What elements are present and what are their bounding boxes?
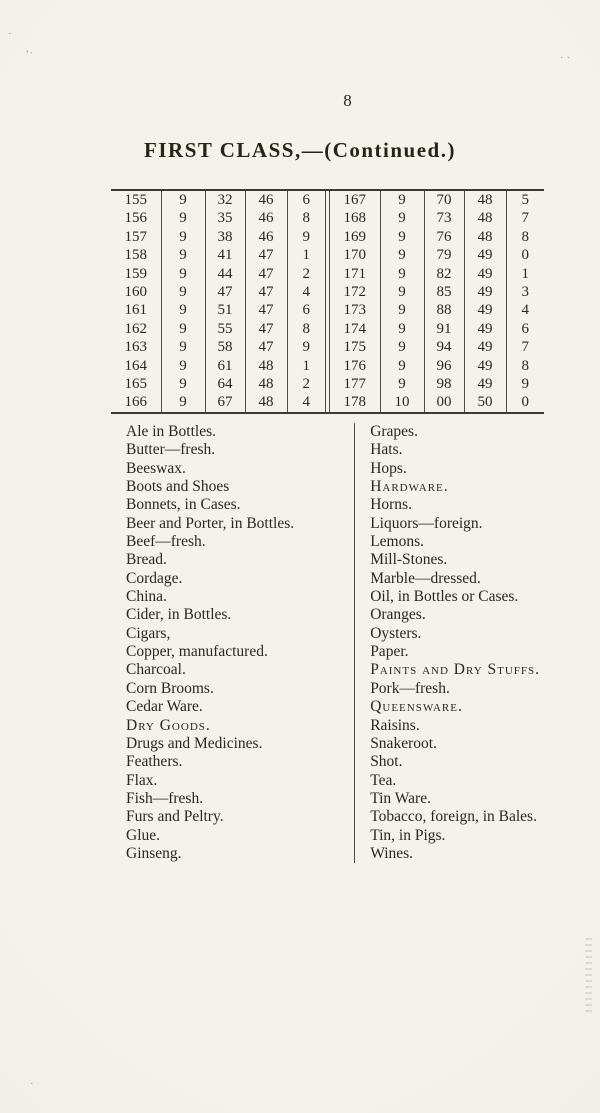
rate-table-cell: 96	[424, 357, 464, 375]
goods-item: Tin Ware.	[370, 789, 431, 807]
goods-item: Paints and Dry Stuffs.	[370, 661, 541, 679]
rate-table-cell: 9	[380, 357, 424, 375]
rate-table-cell: 76	[424, 228, 464, 246]
rate-table-cell: 167	[343, 192, 366, 208]
rate-table-cell: 172	[343, 284, 366, 301]
rate-table-cell: 7	[506, 209, 544, 227]
rate-table-cell: 58	[205, 338, 245, 356]
rate-table-cell: 47	[245, 283, 287, 301]
rate-table-cell: 162	[124, 320, 147, 337]
rate-table-cell: 0	[506, 246, 544, 264]
goods-item: Marble—dressed.	[370, 569, 481, 587]
rate-table-cell: 169	[343, 228, 366, 245]
page-number: 8	[343, 91, 353, 110]
rate-table-cell: 41	[205, 246, 245, 264]
goods-item: Mill-Stones.	[370, 551, 448, 569]
rate-table-cell: 10	[380, 393, 424, 411]
rate-table-row	[111, 393, 325, 411]
rate-table-cell: 163	[124, 339, 147, 356]
rate-table-row	[111, 265, 325, 283]
rate-table-cell: 9	[161, 228, 205, 246]
goods-item: Drugs and Medicines.	[126, 734, 263, 752]
scan-artifact: ·	[8, 28, 12, 40]
rate-table-row	[330, 228, 544, 246]
rate-table-cell: 170	[343, 247, 366, 264]
goods-item: Corn Brooms.	[126, 679, 214, 697]
rate-table-cell: 2	[287, 375, 325, 393]
goods-item: Queensware.	[370, 698, 463, 716]
rate-table-cell: 9	[161, 283, 205, 301]
rate-table-cell: 46	[245, 209, 287, 227]
goods-item: Tea.	[370, 771, 397, 789]
rate-table-cell: 9	[380, 301, 424, 319]
rate-table-cell: 168	[343, 210, 366, 227]
rate-table-row	[111, 191, 325, 209]
goods-item: Oysters.	[370, 624, 422, 642]
rate-table-cell: 9	[380, 283, 424, 301]
rate-table-cell: 1	[287, 357, 325, 375]
rate-table-row	[111, 301, 325, 319]
rate-table-cell: 2	[287, 265, 325, 283]
goods-item: Ale in Bottles.	[126, 423, 216, 440]
rate-table-cell: 176	[343, 357, 366, 374]
rate-table-cell: 9	[287, 338, 325, 356]
rate-table-cell: 46	[245, 191, 287, 209]
rate-table-cell: 4	[287, 393, 325, 411]
goods-item: Snakeroot.	[370, 734, 437, 752]
rate-table-cell: 9	[380, 265, 424, 283]
rate-table-row	[111, 357, 325, 375]
rate-table-cell: 8	[287, 320, 325, 338]
rate-table-cell: 46	[245, 228, 287, 246]
rate-table-cell: 00	[424, 393, 464, 411]
goods-item: Beef—fresh.	[126, 533, 206, 551]
rate-table-cell: 156	[124, 210, 147, 227]
goods-item: Bread.	[126, 551, 167, 569]
rate-table	[111, 189, 544, 414]
rate-table-cell: 6	[506, 320, 544, 338]
rate-table-cell: 9	[380, 375, 424, 393]
rate-table-cell: 9	[161, 265, 205, 283]
goods-item: Cedar Ware.	[126, 698, 203, 716]
rate-table-row	[330, 375, 544, 393]
rate-table-cell: 9	[287, 228, 325, 246]
rate-table-cell: 6	[287, 191, 325, 209]
rate-table-cell: 47	[205, 283, 245, 301]
rate-table-cell: 9	[161, 375, 205, 393]
rate-table-row	[330, 320, 544, 338]
rate-table-row	[330, 191, 544, 209]
rate-table-cell: 32	[205, 191, 245, 209]
rate-table-cell: 38	[205, 228, 245, 246]
rate-table-cell: 4	[506, 301, 544, 319]
rate-table-cell: 9	[380, 191, 424, 209]
goods-item: Furs and Peltry.	[126, 808, 224, 826]
rate-table-row	[111, 228, 325, 246]
rate-table-row	[330, 209, 544, 227]
goods-item: Oranges.	[370, 606, 426, 624]
goods-item: Hardware.	[370, 478, 449, 496]
scan-artifact	[585, 938, 592, 1016]
goods-item: Flax.	[126, 771, 158, 789]
goods-item: Boots and Shoes	[126, 478, 230, 496]
rate-table-cell: 9	[380, 246, 424, 264]
rate-table-cell: 5	[506, 191, 544, 209]
goods-item: Dry Goods.	[126, 716, 211, 734]
rate-table-cell: 55	[205, 320, 245, 338]
rate-table-cell: 7	[506, 338, 544, 356]
rate-table-cell: 8	[506, 228, 544, 246]
goods-item: Beer and Porter, in Bottles.	[126, 514, 295, 532]
rate-table-cell: 49	[464, 357, 506, 375]
goods-item: Horns.	[370, 496, 412, 514]
rate-table-cell: 47	[245, 301, 287, 319]
rate-table-row	[330, 357, 544, 375]
rate-table-cell: 47	[245, 338, 287, 356]
scan-artifact: ’·	[24, 47, 35, 61]
rate-table-cell: 49	[464, 246, 506, 264]
goods-item: Pork—fresh.	[370, 679, 450, 697]
rate-table-cell: 70	[424, 191, 464, 209]
page-title: FIRST CLASS,—(Continued.)	[144, 138, 456, 162]
rate-table-row	[111, 375, 325, 393]
rate-table-cell: 1	[287, 246, 325, 264]
rate-table-cell: 48	[245, 393, 287, 411]
rate-table-cell: 98	[424, 375, 464, 393]
rate-table-cell: 9	[506, 375, 544, 393]
goods-column-left	[126, 423, 354, 863]
rate-table-row	[330, 338, 544, 356]
rate-table-cell: 171	[343, 265, 366, 282]
rate-table-cell: 175	[343, 339, 366, 356]
goods-item: Bonnets, in Cases.	[126, 496, 241, 514]
rate-table-cell: 9	[161, 357, 205, 375]
rate-table-cell: 61	[205, 357, 245, 375]
rate-table-row	[111, 283, 325, 301]
rate-table-cell: 48	[464, 191, 506, 209]
rate-table-row	[111, 338, 325, 356]
rate-table-row	[111, 209, 325, 227]
rate-table-row	[330, 283, 544, 301]
rate-table-cell: 161	[124, 302, 147, 319]
scan-artifact: ·	[30, 1078, 34, 1090]
rate-table-cell: 49	[464, 375, 506, 393]
rate-table-right	[330, 191, 544, 412]
goods-item: Shot.	[370, 753, 403, 771]
goods-item: Paper.	[370, 643, 409, 661]
rate-table-cell: 8	[287, 209, 325, 227]
rate-table-cell: 49	[464, 265, 506, 283]
rate-table-cell: 67	[205, 393, 245, 411]
rate-table-row	[111, 320, 325, 338]
goods-item: Wines.	[370, 844, 414, 862]
rate-table-cell: 9	[161, 301, 205, 319]
goods-item: Tin, in Pigs.	[370, 826, 446, 844]
rate-table-cell: 51	[205, 301, 245, 319]
rate-table-cell: 8	[506, 357, 544, 375]
rate-table-row	[330, 393, 544, 411]
rate-table-cell: 48	[464, 228, 506, 246]
rate-table-cell: 35	[205, 209, 245, 227]
rate-table-cell: 79	[424, 246, 464, 264]
goods-column-right	[355, 423, 540, 863]
rate-table-cell: 85	[424, 283, 464, 301]
rate-table-cell: 164	[124, 357, 147, 374]
rate-table-cell: 9	[161, 209, 205, 227]
rate-table-cell: 9	[380, 338, 424, 356]
rate-table-cell: 0	[506, 393, 544, 411]
rate-table-cell: 88	[424, 301, 464, 319]
goods-item: Grapes.	[370, 423, 418, 440]
goods-item: Cider, in Bottles.	[126, 606, 232, 624]
rate-table-cell: 6	[287, 301, 325, 319]
rate-table-cell: 157	[124, 228, 147, 245]
goods-item: Lemons.	[370, 533, 424, 551]
rate-table-cell: 155	[124, 192, 147, 208]
goods-item: China.	[126, 588, 167, 606]
rate-table-cell: 49	[464, 338, 506, 356]
goods-item: Raisins.	[370, 716, 420, 734]
rate-table-cell: 47	[245, 320, 287, 338]
goods-item: Liquors—foreign.	[370, 514, 483, 532]
rate-table-cell: 1	[506, 265, 544, 283]
goods-item: Hats.	[370, 441, 403, 459]
rate-table-cell: 49	[464, 320, 506, 338]
rate-table-row	[111, 246, 325, 264]
rate-table-cell: 174	[343, 320, 366, 337]
goods-item: Cordage.	[126, 569, 183, 587]
goods-item: Copper, manufactured.	[126, 643, 268, 661]
goods-item: Charcoal.	[126, 661, 186, 679]
rate-table-cell: 9	[161, 320, 205, 338]
goods-item: Cigars,	[126, 624, 171, 642]
rate-table-cell: 48	[245, 375, 287, 393]
rate-table-cell: 9	[380, 228, 424, 246]
rate-table-cell: 82	[424, 265, 464, 283]
rate-table-cell: 9	[161, 191, 205, 209]
goods-item: Glue.	[126, 826, 161, 844]
scan-artifact: · ·	[559, 52, 570, 64]
rate-table-cell: 9	[380, 320, 424, 338]
goods-item: Feathers.	[126, 753, 183, 771]
goods-section	[126, 423, 578, 863]
rate-table-cell: 44	[205, 265, 245, 283]
rate-table-cell: 91	[424, 320, 464, 338]
rate-table-left	[111, 191, 325, 412]
goods-item: Butter—fresh.	[126, 441, 216, 459]
rate-table-cell: 4	[287, 283, 325, 301]
rate-table-row	[330, 265, 544, 283]
rate-table-cell: 73	[424, 209, 464, 227]
rate-table-cell: 166	[124, 394, 147, 411]
rate-table-cell: 160	[124, 284, 147, 301]
goods-item: Tobacco, foreign, in Bales.	[370, 808, 537, 826]
rate-table-cell: 173	[343, 302, 366, 319]
rate-table-cell: 177	[343, 376, 366, 393]
rate-table-cell: 47	[245, 246, 287, 264]
rate-table-cell: 3	[506, 283, 544, 301]
rate-table-cell: 94	[424, 338, 464, 356]
goods-item: Beeswax.	[126, 459, 186, 477]
goods-item: Hops.	[370, 459, 407, 477]
rate-table-cell: 178	[343, 394, 366, 411]
rate-table-cell: 158	[124, 247, 147, 264]
rate-table-row	[330, 246, 544, 264]
rate-table-cell: 9	[161, 246, 205, 264]
goods-item: Fish—fresh.	[126, 789, 204, 807]
rate-table-cell: 48	[464, 209, 506, 227]
rate-table-cell: 159	[124, 265, 147, 282]
rate-table-cell: 48	[245, 357, 287, 375]
rate-table-cell: 47	[245, 265, 287, 283]
rate-table-cell: 9	[161, 338, 205, 356]
rate-table-cell: 49	[464, 301, 506, 319]
rate-table-cell: 9	[161, 393, 205, 411]
rate-table-cell: 50	[464, 393, 506, 411]
rate-table-row	[330, 301, 544, 319]
goods-item: Ginseng.	[126, 844, 182, 862]
rate-table-cell: 165	[124, 376, 147, 393]
rate-table-cell: 9	[380, 209, 424, 227]
rate-table-cell: 49	[464, 283, 506, 301]
goods-item: Oil, in Bottles or Cases.	[370, 588, 519, 606]
rate-table-cell: 64	[205, 375, 245, 393]
